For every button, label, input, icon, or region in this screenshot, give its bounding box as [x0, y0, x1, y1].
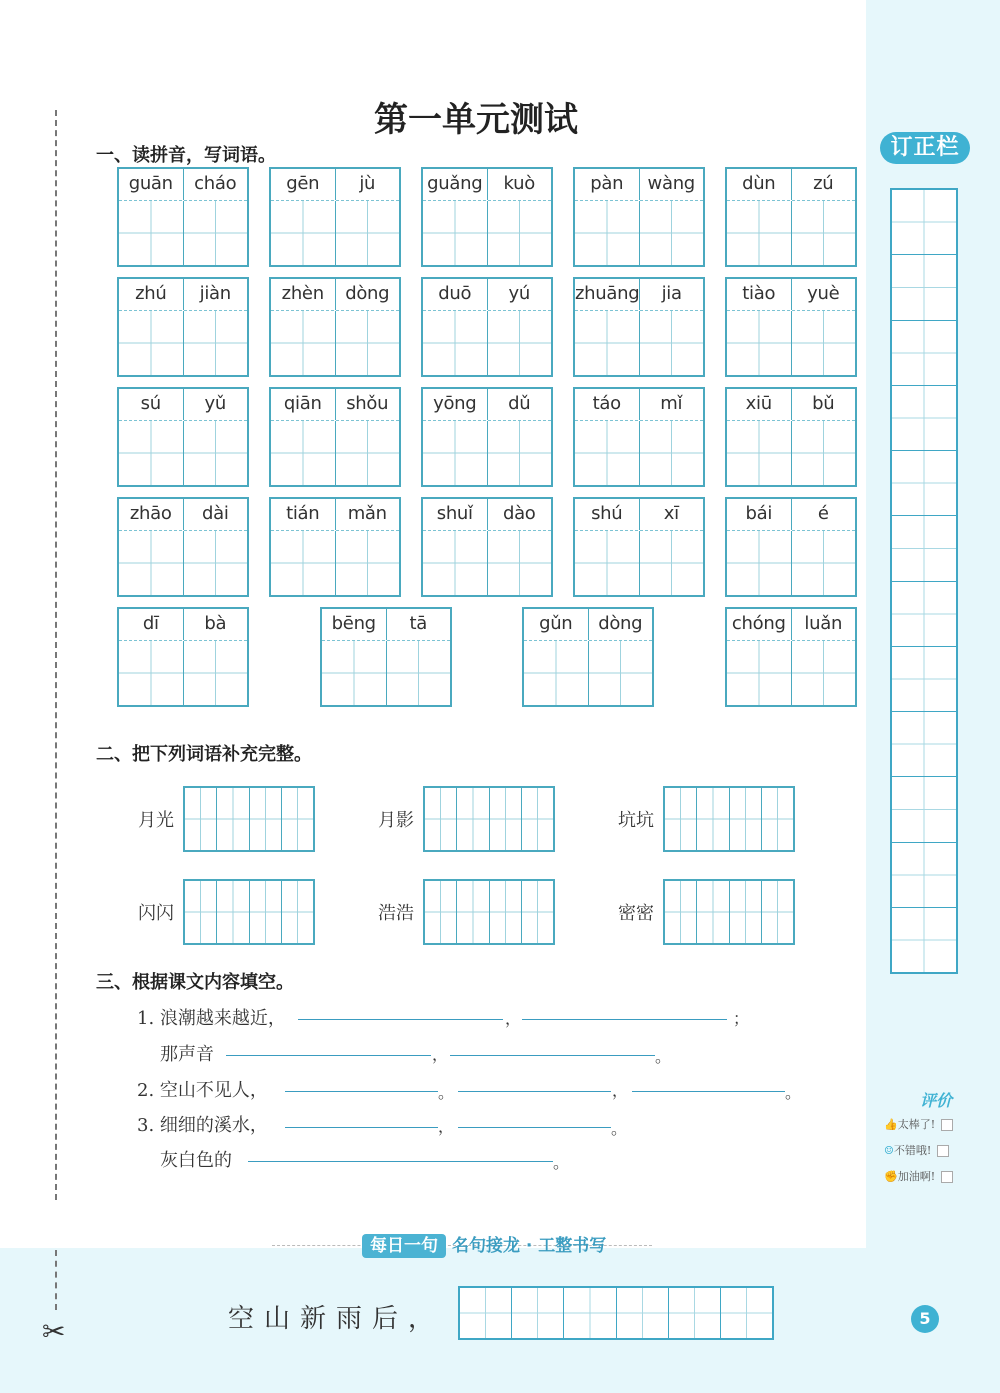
pinyin-box[interactable] — [421, 497, 553, 597]
q1-prefix: 1. 浪潮越来越近， — [137, 1008, 286, 1029]
writing-cells[interactable] — [119, 421, 247, 485]
pinyin-row — [575, 279, 703, 311]
pinyin-text: mǎn — [347, 503, 387, 524]
pinyin-text: cháo — [194, 173, 237, 194]
pinyin-text: guān — [119, 169, 184, 200]
writing-cell[interactable] — [119, 311, 184, 375]
pinyin-text: xī — [663, 503, 679, 524]
checkbox[interactable] — [941, 1171, 953, 1183]
writing-cells[interactable] — [423, 421, 551, 485]
writing-cell[interactable] — [575, 421, 640, 485]
writing-cell[interactable] — [488, 531, 552, 595]
pinyin-text: chóng — [727, 609, 792, 640]
pinyin-text: mǐ — [660, 393, 683, 414]
writing-cell[interactable] — [423, 201, 488, 265]
pinyin-text: táo — [575, 389, 640, 420]
word-label: 浩浩 — [378, 903, 414, 924]
q3-line2-prefix: 灰白色的 — [160, 1150, 232, 1171]
correction-cell[interactable] — [892, 516, 956, 581]
pinyin-box[interactable] — [269, 277, 401, 377]
answer-line[interactable] — [450, 1052, 655, 1056]
pinyin-text: luǎn — [804, 613, 843, 634]
writing-cell[interactable] — [271, 531, 336, 595]
answer-line[interactable] — [632, 1088, 785, 1092]
answer-line[interactable] — [458, 1124, 611, 1128]
writing-cells[interactable] — [271, 201, 399, 265]
writing-cells[interactable] — [119, 201, 247, 265]
checkbox[interactable] — [941, 1119, 953, 1131]
scissors-icon: ✂ — [42, 1315, 66, 1348]
pinyin-text: gēn — [271, 169, 336, 200]
answer-line[interactable] — [298, 1016, 503, 1020]
pinyin-text: kuò — [503, 173, 535, 194]
comma: ， — [612, 1081, 629, 1100]
writing-cell[interactable] — [727, 531, 792, 595]
pinyin-text: yú — [508, 283, 530, 304]
pinyin-row — [727, 389, 855, 421]
writing-cells[interactable] — [423, 531, 551, 595]
correction-cell[interactable] — [892, 451, 956, 516]
period: 。 — [553, 1153, 570, 1172]
page-title: 第一单元测试 — [374, 100, 578, 140]
writing-cell[interactable] — [488, 421, 552, 485]
pinyin-row — [423, 389, 551, 421]
fill-box[interactable] — [663, 786, 795, 852]
evaluation-item[interactable]: ☺不错哦! — [884, 1142, 949, 1158]
writing-cells[interactable] — [727, 201, 855, 265]
pinyin-row — [119, 169, 247, 201]
pinyin-text: guǎng — [423, 169, 488, 200]
pinyin-text: zú — [813, 173, 834, 194]
poem-line: 空山新雨后， — [228, 1304, 445, 1334]
writing-cell[interactable] — [119, 201, 184, 265]
pinyin-row — [423, 279, 551, 311]
pinyin-box[interactable] — [573, 387, 705, 487]
pinyin-text: dòng — [345, 283, 390, 304]
writing-cell[interactable] — [727, 421, 792, 485]
writing-cell[interactable] — [322, 641, 387, 705]
pinyin-text: zhèn — [271, 279, 336, 310]
pinyin-text: shuǐ — [423, 499, 488, 530]
correction-column[interactable] — [890, 188, 958, 974]
pinyin-text: tā — [409, 613, 427, 634]
correction-cell[interactable] — [892, 190, 956, 255]
answer-line[interactable] — [226, 1052, 431, 1056]
correction-cell[interactable] — [892, 255, 956, 320]
pinyin-row — [271, 389, 399, 421]
writing-cell[interactable] — [640, 201, 704, 265]
pinyin-row — [119, 499, 247, 531]
period: 。 — [611, 1119, 628, 1138]
pinyin-text: gǔn — [524, 609, 589, 640]
writing-cell[interactable] — [271, 421, 336, 485]
pinyin-text: zhuāng — [575, 279, 640, 310]
writing-cells[interactable] — [575, 311, 703, 375]
poem-cell[interactable] — [564, 1288, 616, 1338]
pinyin-row — [271, 499, 399, 531]
pinyin-text: jù — [359, 173, 376, 194]
word-label: 闪闪 — [138, 903, 174, 924]
writing-cells[interactable] — [271, 531, 399, 595]
writing-cells[interactable] — [322, 641, 450, 705]
writing-cell[interactable] — [640, 531, 704, 595]
writing-cell[interactable] — [488, 201, 552, 265]
writing-cells[interactable] — [119, 641, 247, 705]
pinyin-row — [423, 169, 551, 201]
pinyin-row — [119, 389, 247, 421]
comma: ， — [432, 1045, 449, 1064]
fill-box[interactable] — [663, 879, 795, 945]
writing-cells[interactable] — [727, 311, 855, 375]
pinyin-text: shǒu — [346, 393, 389, 414]
writing-cells[interactable] — [423, 201, 551, 265]
writing-cells[interactable] — [271, 421, 399, 485]
pinyin-text: dài — [201, 503, 229, 524]
fist-icon: ✊ — [884, 1170, 898, 1183]
pinyin-box[interactable] — [117, 387, 249, 487]
comma: ， — [505, 1009, 522, 1028]
pinyin-box[interactable] — [117, 167, 249, 267]
pinyin-text: dòng — [598, 613, 643, 634]
pinyin-row — [727, 169, 855, 201]
writing-cells[interactable] — [271, 311, 399, 375]
page-number: 5 — [911, 1305, 939, 1333]
writing-cell[interactable] — [727, 311, 792, 375]
answer-line[interactable] — [458, 1088, 611, 1092]
pinyin-text: dī — [119, 609, 184, 640]
writing-cell[interactable] — [423, 531, 488, 595]
pinyin-row — [727, 499, 855, 531]
pinyin-text: bà — [204, 613, 227, 634]
correction-cell[interactable] — [892, 908, 956, 972]
writing-cells[interactable] — [524, 641, 652, 705]
word-label: 密密 — [618, 903, 654, 924]
pinyin-text: yǔ — [204, 393, 226, 414]
pinyin-box[interactable] — [269, 167, 401, 267]
writing-cell[interactable] — [589, 641, 653, 705]
pinyin-text: tián — [271, 499, 336, 530]
period: 。 — [655, 1047, 672, 1066]
pinyin-text: dǔ — [508, 393, 531, 414]
poem-cell[interactable] — [669, 1288, 721, 1338]
writing-cell[interactable] — [387, 641, 451, 705]
answer-line[interactable] — [522, 1016, 727, 1020]
writing-cells[interactable] — [727, 421, 855, 485]
pinyin-text: dào — [502, 503, 536, 524]
q2-prefix: 2. 空山不见人， — [137, 1080, 268, 1101]
poem-cell[interactable] — [512, 1288, 564, 1338]
writing-cells[interactable] — [727, 641, 855, 705]
writing-cell[interactable] — [640, 311, 704, 375]
writing-cell[interactable] — [119, 531, 184, 595]
pinyin-row — [727, 609, 855, 641]
answer-line[interactable] — [248, 1158, 553, 1162]
writing-cell[interactable] — [575, 201, 640, 265]
thumbs-up-icon: 👍 — [884, 1118, 898, 1131]
word-label: 月影 — [378, 810, 414, 831]
pinyin-text: yuè — [807, 283, 840, 304]
poem-cell[interactable] — [617, 1288, 669, 1338]
cut-line-lower — [55, 1250, 57, 1310]
fill-box[interactable] — [183, 786, 315, 852]
pinyin-text: yōng — [423, 389, 488, 420]
writing-cell[interactable] — [119, 421, 184, 485]
cut-line — [55, 110, 57, 1200]
daily-subtitle: 名句接龙 · 工整书写 — [452, 1236, 607, 1256]
pinyin-row — [271, 169, 399, 201]
writing-cell[interactable] — [640, 421, 704, 485]
writing-cell[interactable] — [727, 641, 792, 705]
comma: ， — [438, 1117, 455, 1136]
writing-cell[interactable] — [336, 531, 400, 595]
word-label: 月光 — [138, 810, 174, 831]
writing-cell[interactable] — [184, 311, 248, 375]
fill-box[interactable] — [183, 879, 315, 945]
correction-cell[interactable] — [892, 647, 956, 712]
pinyin-text: zhú — [119, 279, 184, 310]
section3-heading: 三、根据课文内容填空。 — [96, 972, 294, 993]
writing-cell[interactable] — [184, 201, 248, 265]
writing-cell[interactable] — [271, 201, 336, 265]
section2-heading: 二、把下列词语补充完整。 — [96, 744, 312, 765]
answer-line[interactable] — [285, 1088, 438, 1092]
pinyin-box[interactable] — [269, 387, 401, 487]
writing-cell[interactable] — [271, 311, 336, 375]
pinyin-text: jia — [661, 283, 682, 304]
pinyin-text: sú — [119, 389, 184, 420]
evaluation-item[interactable]: 👍太棒了! — [884, 1116, 953, 1132]
q1-line2-prefix: 那声音 — [160, 1044, 214, 1065]
pinyin-box[interactable] — [522, 607, 654, 707]
writing-cells[interactable] — [575, 531, 703, 595]
pinyin-text: bái — [727, 499, 792, 530]
q3-prefix: 3. 细细的溪水， — [137, 1115, 268, 1136]
pinyin-box[interactable] — [725, 607, 857, 707]
writing-cell[interactable] — [423, 421, 488, 485]
writing-cell[interactable] — [336, 311, 400, 375]
pinyin-box[interactable] — [573, 277, 705, 377]
writing-cells[interactable] — [119, 311, 247, 375]
correction-cell[interactable] — [892, 321, 956, 386]
pinyin-row — [575, 169, 703, 201]
poem-cell[interactable] — [721, 1288, 772, 1338]
smile-icon: ☺ — [884, 1144, 894, 1157]
pinyin-row — [727, 279, 855, 311]
writing-cell[interactable] — [184, 531, 248, 595]
writing-cells[interactable] — [575, 421, 703, 485]
writing-cell[interactable] — [575, 531, 640, 595]
checkbox[interactable] — [937, 1145, 949, 1157]
writing-cells[interactable] — [423, 311, 551, 375]
pinyin-box[interactable] — [269, 497, 401, 597]
pinyin-box[interactable] — [117, 277, 249, 377]
daily-tag: 每日一句 — [362, 1234, 446, 1258]
writing-cell[interactable] — [792, 421, 856, 485]
pinyin-text: tiào — [727, 279, 792, 310]
pinyin-box[interactable] — [725, 277, 857, 377]
section1-heading: 一、读拼音，写词语。 — [96, 145, 276, 166]
writing-cell[interactable] — [336, 421, 400, 485]
correction-cell[interactable] — [892, 777, 956, 842]
pinyin-text: bēng — [322, 609, 387, 640]
pinyin-text: é — [817, 503, 829, 524]
pinyin-text: zhāo — [119, 499, 184, 530]
pinyin-row — [423, 499, 551, 531]
fill-box[interactable] — [423, 786, 555, 852]
pinyin-text: wàng — [647, 173, 695, 194]
writing-cell[interactable] — [727, 201, 792, 265]
pinyin-row — [575, 389, 703, 421]
writing-cell[interactable] — [423, 311, 488, 375]
pinyin-box[interactable] — [421, 387, 553, 487]
writing-cell[interactable] — [792, 311, 856, 375]
writing-cell[interactable] — [792, 641, 856, 705]
correction-cell[interactable] — [892, 582, 956, 647]
writing-cell[interactable] — [184, 641, 248, 705]
poem-writing-grid[interactable] — [458, 1286, 774, 1340]
pinyin-box[interactable] — [117, 497, 249, 597]
pinyin-text: shú — [575, 499, 640, 530]
pinyin-box[interactable] — [421, 277, 553, 377]
period: 。 — [438, 1083, 455, 1102]
answer-line[interactable] — [285, 1124, 438, 1128]
writing-cell[interactable] — [524, 641, 589, 705]
writing-cell[interactable] — [336, 201, 400, 265]
semicolon: ； — [733, 1009, 750, 1028]
pinyin-text: dùn — [727, 169, 792, 200]
pinyin-row — [271, 279, 399, 311]
pinyin-box[interactable] — [725, 497, 857, 597]
pinyin-text: jiàn — [199, 283, 231, 304]
pinyin-box[interactable] — [320, 607, 452, 707]
pinyin-box[interactable] — [117, 607, 249, 707]
pinyin-text: duō — [423, 279, 488, 310]
period: 。 — [785, 1083, 802, 1102]
correction-cell[interactable] — [892, 386, 956, 451]
correction-title: 订正栏 — [880, 132, 970, 164]
pinyin-box[interactable] — [725, 387, 857, 487]
pinyin-row — [119, 609, 247, 641]
writing-cell[interactable] — [119, 641, 184, 705]
writing-cell[interactable] — [792, 531, 856, 595]
pinyin-box[interactable] — [421, 167, 553, 267]
pinyin-row — [119, 279, 247, 311]
evaluation-item[interactable]: ✊加油啊! — [884, 1168, 953, 1184]
writing-cell[interactable] — [792, 201, 856, 265]
writing-cells[interactable] — [727, 531, 855, 595]
pinyin-text: qiān — [271, 389, 336, 420]
fill-box[interactable] — [423, 879, 555, 945]
pinyin-box[interactable] — [725, 167, 857, 267]
pinyin-text: xiū — [727, 389, 792, 420]
word-label: 坑坑 — [618, 810, 654, 831]
writing-cell[interactable] — [184, 421, 248, 485]
evaluation-title: 评价 — [920, 1091, 953, 1110]
pinyin-box[interactable] — [573, 167, 705, 267]
writing-cell[interactable] — [575, 311, 640, 375]
poem-cell[interactable] — [460, 1288, 512, 1338]
writing-cells[interactable] — [575, 201, 703, 265]
pinyin-text: bǔ — [812, 393, 835, 414]
writing-cells[interactable] — [119, 531, 247, 595]
correction-cell[interactable] — [892, 843, 956, 908]
correction-cell[interactable] — [892, 712, 956, 777]
pinyin-row — [575, 499, 703, 531]
pinyin-text: pàn — [575, 169, 640, 200]
pinyin-row — [524, 609, 652, 641]
pinyin-row — [322, 609, 450, 641]
pinyin-box[interactable] — [573, 497, 705, 597]
writing-cell[interactable] — [488, 311, 552, 375]
